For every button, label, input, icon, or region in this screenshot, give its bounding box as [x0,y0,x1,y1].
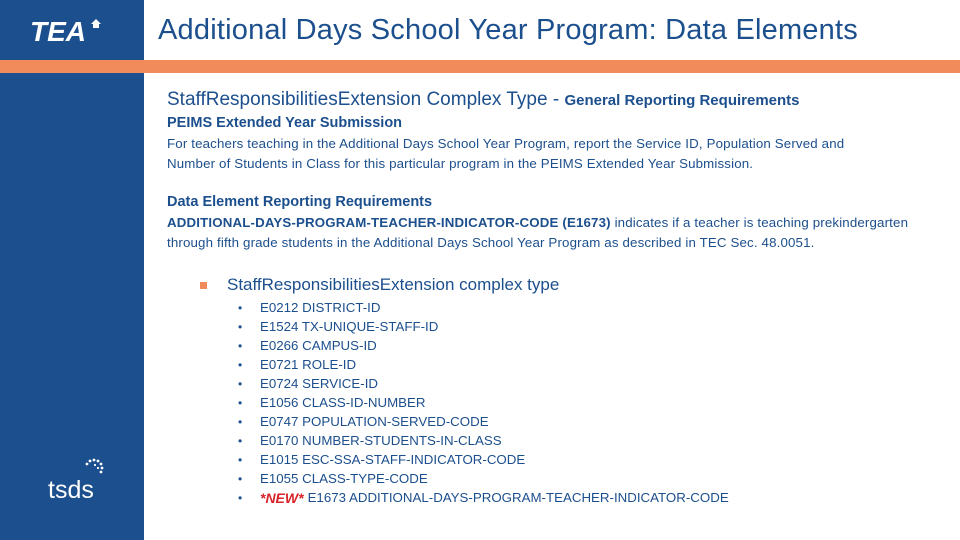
bullet-icon: • [238,414,243,429]
element-list [238,298,729,507]
list-item-text: E0747 POPULATION-SERVED-CODE [260,414,489,429]
star-mark-icon [91,19,101,28]
bullet-icon: • [238,357,243,372]
tsds-text: tsds [48,476,94,504]
bullet-icon: • [238,433,243,448]
list-item-text: E0721 ROLE-ID [260,357,357,372]
new-tag: *NEW* [260,489,304,506]
list-item-text: E1056 CLASS-ID-NUMBER [260,395,426,410]
square-bullet-icon [200,282,207,289]
tea-logo [0,0,144,61]
bullet-icon: • [238,319,243,334]
list-item-text: E1055 CLASS-TYPE-CODE [260,471,428,486]
element-code-bold: ADDITIONAL-DAYS-PROGRAM-TEACHER-INDICATOR-CODE (E1673) [167,215,611,230]
dots-icon [86,459,104,474]
bullet-icon: • [238,338,243,353]
list-item-text: E0266 CAMPUS-ID [260,338,377,353]
list-item [238,412,729,431]
list-item [238,393,729,412]
bullet-icon: • [238,471,243,486]
title-box [144,0,960,61]
heading-part-1: StaffResponsibilitiesExtension Complex Type - [167,89,565,110]
section1-title: PEIMS Extended Year Submission [167,115,403,131]
list-item-text: E0170 NUMBER-STUDENTS-IN-CLASS [260,433,502,448]
section1-line1: For teachers teaching in the Additional Days School Year Program, report the Service ID, Population Served and [167,136,845,151]
tea-logo-text: TEA [30,16,86,45]
bullet-title: StaffResponsibilitiesExtension complex type [227,275,560,294]
bullet-icon: • [238,300,243,315]
tea-logo-icon [30,17,114,45]
bullet-icon: • [238,395,243,410]
list-item-text: E0212 DISTRICT-ID [260,300,381,315]
list-item [238,431,729,450]
section2-line2: through fifth grade students in the Additional Days School Year Program as described in TEC Sec. 48.0051. [167,234,815,250]
bullet-icon: • [238,376,243,391]
bullet-icon: • [238,490,243,505]
list-item-new [238,488,729,507]
section2-paragraph [167,213,937,252]
list-item [238,317,729,336]
heading-part-2: General Reporting Requirements [564,92,800,109]
list-item-text: E1524 TX-UNIQUE-STAFF-ID [260,319,439,334]
complex-type-bullet [200,275,559,295]
list-item-text: E1673 ADDITIONAL-DAYS-PROGRAM-TEACHER-INDICATOR-CODE [307,490,729,505]
list-item-text: E1015 ESC-SSA-STAFF-INDICATOR-CODE [260,452,526,467]
list-item [238,298,729,317]
bullet-icon: • [238,452,243,467]
list-item-text: E0724 SERVICE-ID [260,376,379,391]
list-item [238,374,729,393]
list-item [238,355,729,374]
accent-bar [0,60,960,73]
page-title: Additional Days School Year Program: Data Elements [158,14,858,46]
section1-line2: Number of Students in Class for this particular program in the PEIMS Extended Year Submission. [167,155,754,171]
list-item [238,469,729,488]
section2-title: Data Element Reporting Requirements [167,194,433,210]
list-item [238,336,729,355]
section2-line1 [167,213,937,233]
section1-paragraph [167,134,937,173]
section-heading [167,89,800,111]
list-item [238,450,729,469]
section2-line1-rest: indicates if a teacher is teaching prekindergarten [610,215,909,230]
tsds-logo [48,454,118,504]
